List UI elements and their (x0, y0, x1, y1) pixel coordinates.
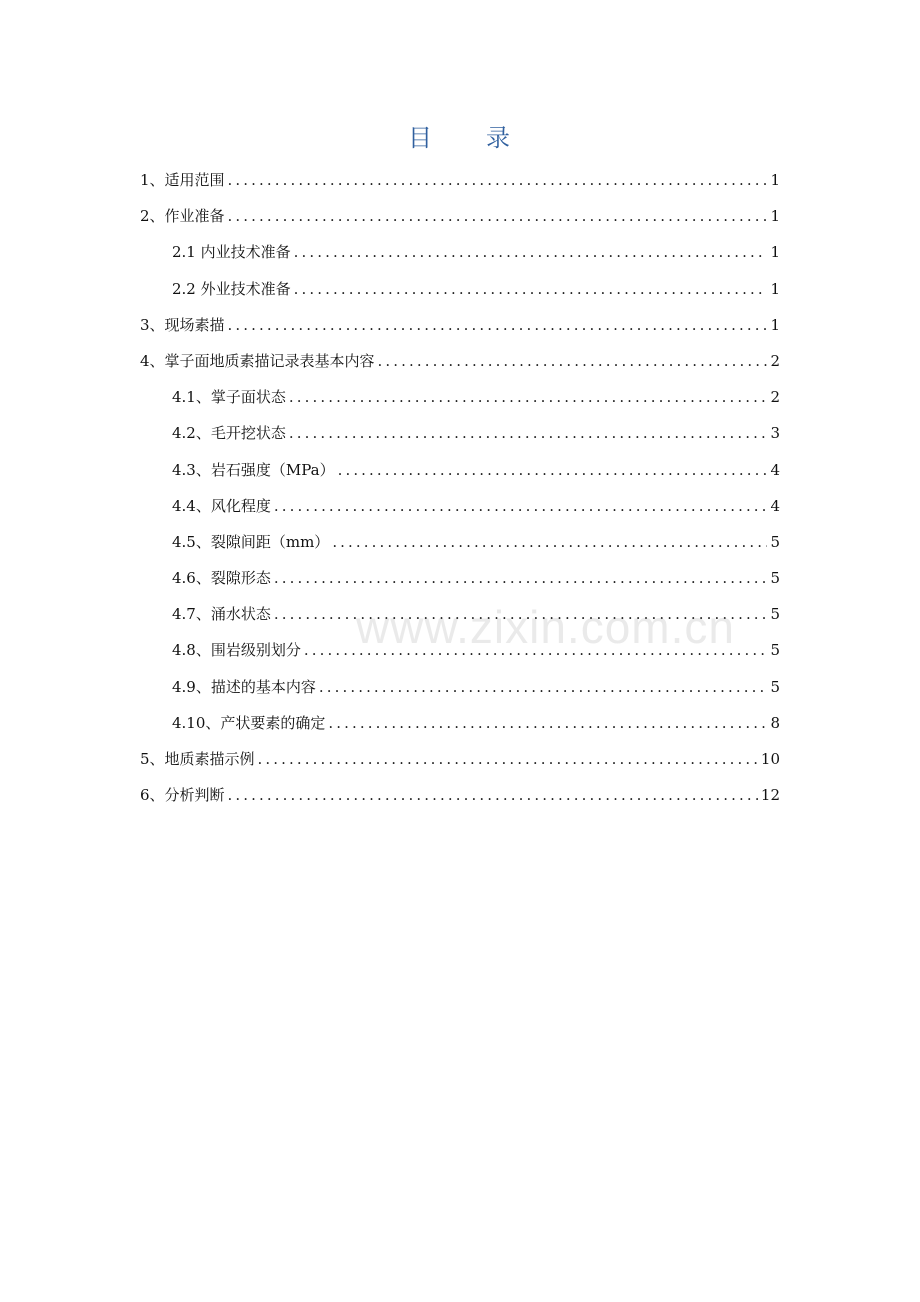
toc-entry-label: 4.4、风化程度 (172, 496, 271, 515)
toc-entry-page: 3 (770, 424, 780, 443)
toc-entry-page: 1 (770, 279, 780, 298)
toc-entry-label: 4.5、裂隙间距（mm） (172, 532, 330, 551)
toc-entry[interactable] (140, 560, 780, 596)
toc-dot-leader (378, 343, 768, 379)
toc-entry-page: 1 (770, 315, 780, 334)
toc-entry-page: 1 (770, 243, 780, 262)
toc-entry-page: 2 (770, 388, 780, 407)
toc-entry-page: 5 (770, 677, 780, 696)
toc-entry-page: 4 (770, 496, 780, 515)
toc-entry-page: 4 (770, 460, 780, 479)
toc-entry-label: 4.1、掌子面状态 (172, 388, 286, 407)
toc-entry-page: 1 (770, 207, 780, 226)
toc-entry-label: 4.2、毛开挖状态 (172, 424, 286, 443)
toc-entry-label: 4.10、产状要素的确定 (172, 713, 326, 732)
toc-dot-leader (258, 741, 758, 777)
toc-dot-leader (338, 452, 768, 488)
toc-dot-leader (332, 524, 767, 560)
toc-entry-label: 5、地质素描示例 (140, 750, 255, 768)
toc-entry[interactable] (140, 162, 780, 198)
toc-entry-page: 8 (770, 713, 780, 732)
toc-entry[interactable] (140, 307, 780, 343)
toc-entry[interactable] (140, 669, 780, 705)
toc-entry[interactable] (140, 234, 780, 270)
toc-entry[interactable] (140, 777, 780, 813)
toc-entry-label: 4、掌子面地质素描记录表基本内容 (140, 351, 375, 370)
toc-entry-page: 12 (760, 786, 780, 805)
toc-entry[interactable] (140, 488, 780, 524)
toc-entry[interactable] (140, 741, 780, 777)
toc-dot-leader (328, 705, 767, 741)
toc-entry-label: 4.9、描述的基本内容 (172, 677, 316, 696)
toc-dot-leader (304, 632, 768, 668)
toc-entry-page: 10 (760, 750, 780, 768)
toc-dot-leader (228, 777, 758, 813)
toc-dot-leader (294, 271, 768, 307)
toc-dot-leader (228, 162, 768, 198)
toc-dot-leader (289, 379, 768, 415)
toc-entry-label: 4.3、岩石强度（MPa） (172, 460, 335, 479)
toc-entry[interactable] (140, 379, 780, 415)
toc-dot-leader (274, 596, 768, 632)
toc-entry[interactable] (140, 705, 780, 741)
toc-entry-page: 2 (770, 351, 780, 370)
toc-entry[interactable] (140, 343, 780, 379)
toc-entry-label: 4.6、裂隙形态 (172, 569, 271, 588)
toc-dot-leader (319, 669, 768, 705)
toc-entry-label: 2.2 外业技术准备 (172, 279, 291, 298)
toc-dot-leader (294, 234, 768, 270)
toc-dot-leader (274, 488, 768, 524)
toc-entry[interactable] (140, 271, 780, 307)
toc-entry-page: 1 (770, 171, 780, 189)
toc-entry-page: 5 (770, 569, 780, 588)
toc-entry-page: 5 (770, 532, 780, 551)
toc-entry-label: 1、适用范围 (140, 171, 225, 189)
toc-entry[interactable] (140, 452, 780, 488)
toc-entry[interactable] (140, 198, 780, 234)
toc-entry[interactable] (140, 596, 780, 632)
toc-entry-label: 4.7、涌水状态 (172, 605, 271, 624)
toc-entry-page: 5 (770, 605, 780, 624)
toc-entry-label: 2、作业准备 (140, 207, 225, 226)
watermark: www.zixin.com.cn (356, 601, 735, 653)
toc-entry-label: 2.1 内业技术准备 (172, 243, 291, 262)
toc-dot-leader (274, 560, 768, 596)
toc-entry[interactable] (140, 524, 780, 560)
toc-dot-leader (228, 307, 768, 343)
toc-entry-label: 6、分析判断 (140, 786, 225, 805)
toc-dot-leader (289, 415, 768, 451)
toc-dot-leader (228, 198, 768, 234)
toc-entry-page: 5 (770, 641, 780, 660)
toc-entry[interactable] (140, 632, 780, 668)
toc-entry[interactable] (140, 415, 780, 451)
toc-list (140, 162, 780, 813)
toc-title: 目 录 (408, 124, 512, 152)
toc-entry-label: 3、现场素描 (140, 315, 225, 334)
toc-entry-label: 4.8、围岩级别划分 (172, 641, 301, 660)
